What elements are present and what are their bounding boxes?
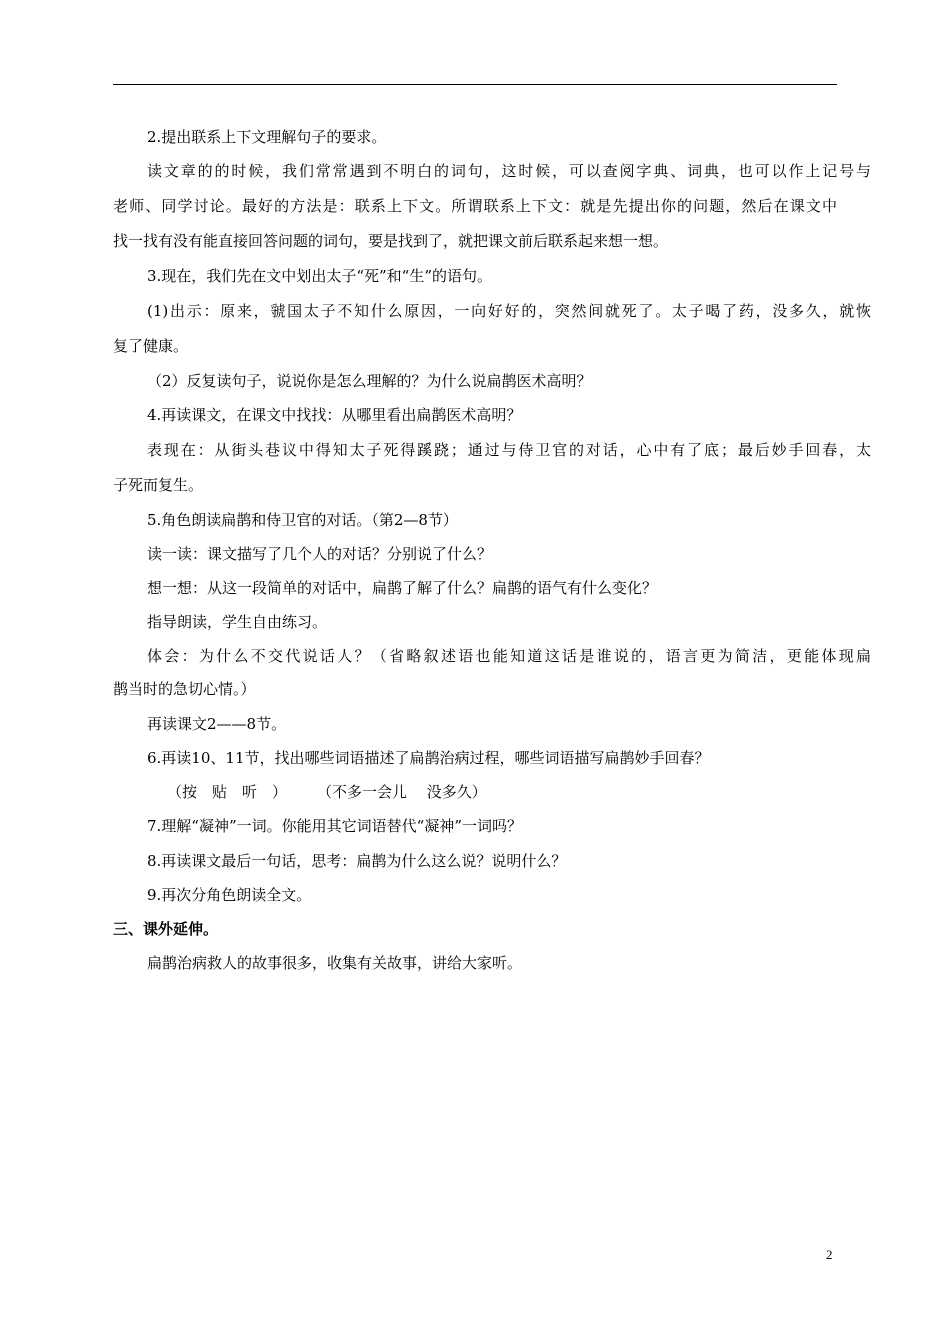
paragraph-line: （2）反复读句子，说说你是怎么理解的？为什么说扁鹊医术高明？ xyxy=(147,372,592,390)
paragraph-line: 5.角色朗读扁鹊和侍卫官的对话。（第2—8节） xyxy=(147,511,458,529)
paragraph-line: 老师、同学讨论。最好的方法是：联系上下文。所谓联系上下文：就是先提出你的问题，然后在课文中 xyxy=(113,197,837,215)
paragraph-line: 找一找有没有能直接回答问题的词句，要是找到了，就把课文前后联系起来想一想。 xyxy=(113,232,669,250)
page-number: 2 xyxy=(826,1247,833,1262)
paragraph-line: 复了健康。 xyxy=(113,337,189,355)
paragraph-line: 8.再读课文最后一句话，思考：扁鹊为什么这么说？说明什么？ xyxy=(147,852,567,870)
paragraph-line: 读一读：课文描写了几个人的对话？分别说了什么？ xyxy=(147,545,493,563)
paragraph-line: 读文章的的时候，我们常常遇到不明白的词句，这时候，可以查阅字典、词典，也可以作上记号与 xyxy=(147,162,871,180)
paragraph-line: 扁鹊治病救人的故事很多，收集有关故事，讲给大家听。 xyxy=(147,954,523,972)
paragraph-line: 指导朗读，学生自由练习。 xyxy=(147,613,328,631)
paragraph-line: 子死而复生。 xyxy=(113,476,204,494)
paragraph-line: 体会：为什么不交代说话人？（省略叙述语也能知道这话是谁说的，语言更为简洁，更能体现扁 xyxy=(147,647,871,665)
paragraph-line: (1)出示：原来，虢国太子不知什么原因，一向好好的，突然间就死了。太子喝了药，没多久，就恢 xyxy=(147,302,871,320)
paragraph-line: 4.再读课文，在课文中找找：从哪里看出扁鹊医术高明？ xyxy=(147,406,522,424)
paragraph-line: 2.提出联系上下文理解句子的要求。 xyxy=(147,128,387,146)
paragraph-line: 想一想：从这一段简单的对话中，扁鹊了解了什么？扁鹊的语气有什么变化？ xyxy=(147,579,658,597)
paragraph-line: 3.现在，我们先在文中划出太子“死”和“生”的语句。 xyxy=(147,267,492,285)
header-rule xyxy=(113,84,837,85)
paragraph-line: 鹊当时的急切心情。） xyxy=(113,680,256,698)
paragraph-line: （按 贴 听 ） （不多一会儿 没多久） xyxy=(167,783,487,801)
paragraph-line: 7.理解“凝神”一词。你能用其它词语替代“凝神”一词吗？ xyxy=(147,817,522,835)
paragraph-line: 再读课文2——8节。 xyxy=(147,715,287,733)
paragraph-line: 表现在：从街头巷议中得知太子死得蹊跷；通过与侍卫官的对话，心中有了底；最后妙手回春，太 xyxy=(147,441,871,459)
paragraph-line: 9.再次分角色朗读全文。 xyxy=(147,886,312,904)
paragraph-line: 6.再读10、11节，找出哪些词语描述了扁鹊治病过程，哪些词语描写扁鹊妙手回春？ xyxy=(147,749,710,767)
section-heading: 三、课外延伸。 xyxy=(113,920,219,938)
